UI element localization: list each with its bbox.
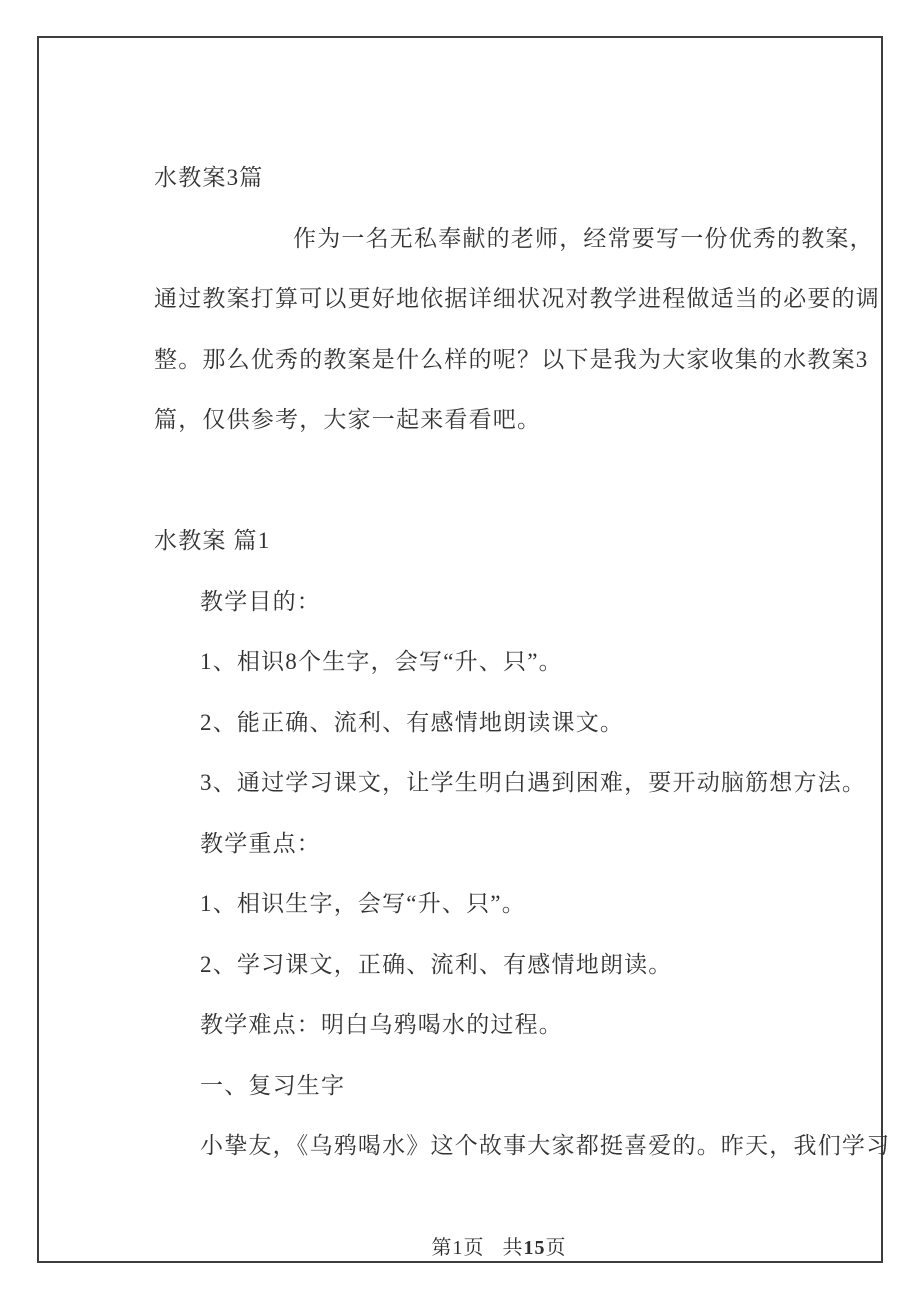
text-line: 篇，仅供参考，大家一起来看看吧。: [154, 407, 542, 432]
text-line: 教学重点：: [200, 830, 321, 856]
text-line: 1、相识生字，会写“升、只”。: [200, 891, 526, 916]
text-line: 一、复习生字: [200, 1072, 346, 1098]
footer-total-suffix: 页: [545, 1237, 567, 1259]
footer-total-number: 15: [523, 1237, 546, 1259]
page-footer: [76, 1231, 920, 1260]
footer-total-pages: [503, 1237, 567, 1259]
text-line: 教学目的：: [200, 588, 321, 614]
text-line: 2、能正确、流利、有感情地朗读课文。: [200, 709, 625, 735]
text-line: 小挚友，《乌鸦喝水》这个故事大家都挺喜爱的。昨天，我们学习: [200, 1133, 891, 1158]
text-line: 1、相识8个生字，会写“升、只”。: [200, 649, 563, 674]
text-line: 水教案 篇1: [154, 528, 271, 553]
text-line: 教学难点：明白乌鸦喝水的过程。: [200, 1012, 563, 1037]
text-line: 作为一名无私奉献的老师，经常要写一份优秀的教案，: [293, 225, 874, 251]
page-border: [37, 36, 891, 1263]
document-body: [154, 148, 891, 1177]
text-line: 通过教案打算可以更好地依据详细状况对教学进程做适当的必要的调: [154, 286, 880, 311]
footer-page-prefix: 第: [431, 1237, 453, 1259]
footer-total-prefix: 共: [502, 1237, 524, 1259]
text-line: 3、通过学习课文，让学生明白遇到困难，要开动脑筋想方法。: [200, 770, 867, 795]
text-line: 2、学习课文，正确、流利、有感情地朗读。: [200, 951, 673, 977]
footer-page-suffix: 页: [463, 1237, 485, 1259]
blank-line: [154, 451, 870, 512]
footer-current-page: [432, 1237, 485, 1259]
document-lines: [154, 209, 891, 1177]
document-title: 水教案3篇: [154, 165, 264, 190]
text-line: 整。那么优秀的教案是什么样的呢？以下是我为大家收集的水教案3: [154, 346, 869, 372]
footer-page-number: 1: [452, 1237, 464, 1259]
